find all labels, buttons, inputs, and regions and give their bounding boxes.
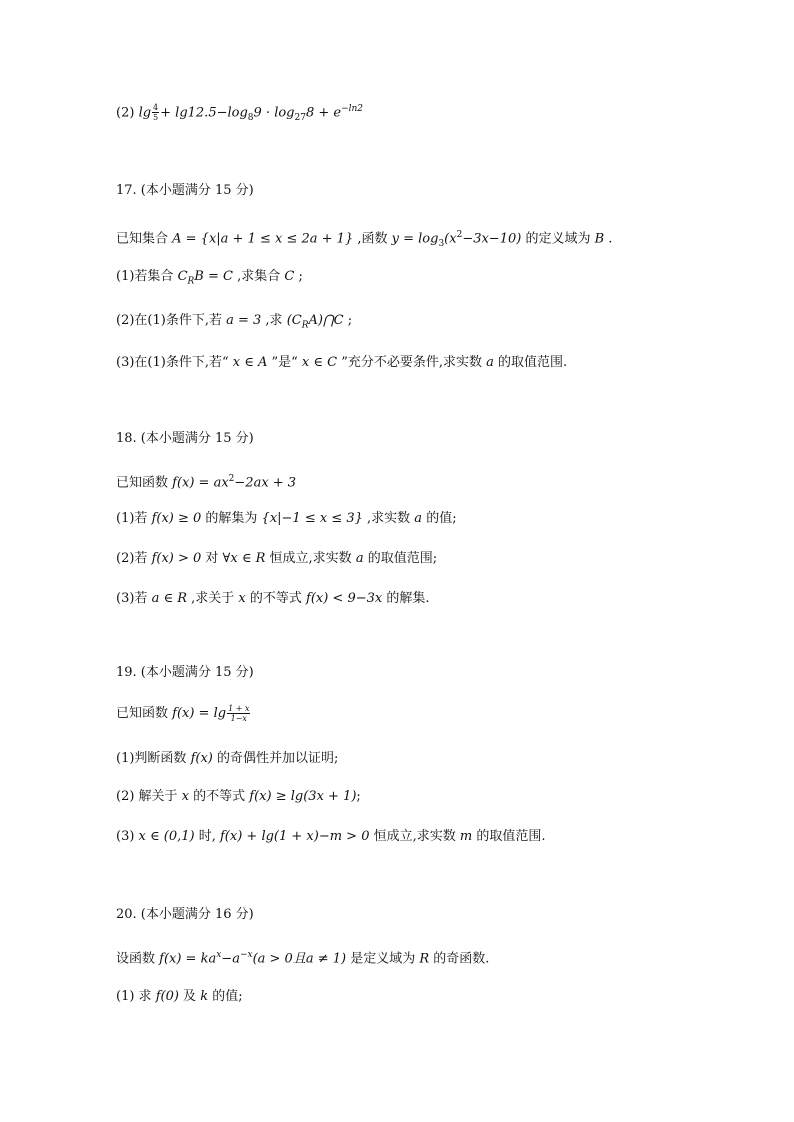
- math: x ∈ (0,1): [138, 829, 195, 844]
- text: ;: [343, 313, 353, 328]
- text: 已知函数: [116, 706, 173, 721]
- math: a ∈ R: [151, 591, 187, 606]
- text: 的不等式: [189, 789, 250, 804]
- text: ;: [294, 269, 303, 284]
- frac-num: 1 + x: [228, 704, 250, 713]
- q18-heading: 18. (本小题满分 15 分): [116, 431, 254, 446]
- math: x ∈ A: [232, 355, 268, 370]
- frac-den: 1−x: [230, 714, 247, 723]
- q19-heading: 19. (本小题满分 15 分): [116, 665, 254, 680]
- math: B: [594, 231, 605, 247]
- sup-exp: −ln2: [341, 104, 364, 114]
- text: ,求: [261, 313, 287, 328]
- q18-part1: [116, 510, 457, 528]
- text: (1)若: [116, 511, 152, 526]
- math: (a > 0且a ≠ 1): [252, 951, 347, 967]
- text: ;: [356, 789, 361, 804]
- math: a: [414, 511, 423, 526]
- math: f(x): [190, 751, 213, 766]
- math: a: [355, 551, 364, 566]
- text: 的解集.: [382, 591, 430, 606]
- sub: 3: [438, 238, 445, 249]
- math: f(x) > 0: [151, 551, 202, 566]
- sup: 2: [456, 230, 463, 240]
- frac-num: 4: [153, 103, 159, 113]
- math: f(0): [155, 989, 179, 1004]
- text: 及: [178, 989, 201, 1004]
- text: 时,: [194, 829, 220, 844]
- text: 恒成立,求实数: [265, 551, 356, 566]
- math: C: [177, 269, 188, 284]
- expr-b: + lg12.5−log: [160, 105, 248, 121]
- text: 的取值范围.: [472, 829, 546, 844]
- q17-heading: 17. (本小题满分 15 分): [116, 183, 254, 198]
- text: 的值;: [422, 511, 457, 526]
- text: 的不等式: [245, 591, 307, 606]
- text: (3)若: [116, 591, 152, 606]
- text: ,求集合: [232, 269, 285, 284]
- q19-stem: [116, 704, 251, 723]
- q20-stem: [116, 946, 489, 968]
- math: f(x) ≥ lg(3x + 1): [249, 789, 357, 804]
- text: 的解集为: [201, 511, 262, 526]
- text: 的奇偶性并加以证明;: [212, 751, 339, 766]
- q18-stem: [116, 470, 296, 492]
- sub-27: 27: [294, 112, 306, 123]
- math: f(x) = lg: [172, 706, 227, 721]
- math: (C: [286, 313, 302, 328]
- frac-den: 5: [153, 113, 159, 123]
- part-label: (2): [116, 105, 135, 121]
- text: 已知函数: [116, 475, 173, 491]
- math: y = log: [391, 231, 439, 247]
- math: −a: [221, 951, 240, 967]
- text: (2)在(1)条件下,若: [116, 313, 227, 328]
- q18-part3: [116, 590, 430, 608]
- q19-part1: [116, 750, 338, 768]
- text: (3): [116, 829, 139, 844]
- text: ”是“: [267, 355, 302, 370]
- math: −3x−10): [462, 231, 522, 247]
- text: (2) 解关于: [116, 789, 182, 804]
- math: x ∈ C: [301, 355, 338, 370]
- text: 是定义域为: [346, 951, 420, 967]
- math: A)⋂C: [308, 313, 344, 328]
- text: 对: [201, 551, 223, 566]
- math: f(x) = ax: [172, 475, 229, 491]
- math: −2ax + 3: [234, 475, 297, 491]
- math: m: [459, 829, 473, 844]
- math: f(x) + lg(1 + x)−m > 0: [220, 829, 370, 844]
- text: .: [604, 231, 613, 247]
- q20-part1: [116, 988, 243, 1006]
- text: 的取值范围.: [493, 355, 568, 370]
- q18-part2: [116, 550, 437, 568]
- sup: −x: [239, 950, 253, 960]
- sup: 2: [228, 474, 235, 484]
- text: 的奇函数.: [429, 951, 490, 967]
- q19-part3: [116, 828, 545, 846]
- math: k: [200, 989, 209, 1004]
- text: 的定义域为: [521, 231, 595, 247]
- text: 设函数: [116, 951, 160, 967]
- q17-part3: [116, 354, 567, 372]
- math: ∀x ∈ R: [222, 551, 266, 566]
- sub: R: [187, 276, 195, 287]
- math: f(x) ≥ 0: [151, 511, 202, 526]
- text: (3)在(1)条件下,若“: [116, 355, 233, 370]
- q19-part2: [116, 788, 361, 806]
- text: 的取值范围;: [363, 551, 438, 566]
- q17-part1: [116, 268, 303, 291]
- text: ,求关于: [187, 591, 239, 606]
- text: (2)若: [116, 551, 152, 566]
- text: (1) 求: [116, 989, 156, 1004]
- fraction: [227, 704, 250, 723]
- math: a: [486, 355, 494, 370]
- math: (x: [444, 231, 457, 247]
- sup: x: [216, 950, 222, 960]
- sub: R: [301, 320, 309, 331]
- text: 的值;: [208, 989, 243, 1004]
- q16-part2: [116, 100, 363, 127]
- math: {x|−1 ≤ x ≤ 3}: [261, 511, 363, 526]
- text: ”充分不必要条件,求实数: [337, 355, 487, 370]
- expr-d: 8 + e: [305, 105, 342, 121]
- math: x: [238, 591, 246, 606]
- math: A = {x|a + 1 ≤ x ≤ 2a + 1}: [172, 231, 354, 247]
- text: (1)若集合: [116, 269, 178, 284]
- math: x: [181, 789, 190, 804]
- fraction: [152, 103, 159, 122]
- text: ,求实数: [362, 511, 415, 526]
- q17-part2: [116, 312, 352, 335]
- text: 恒成立,求实数: [369, 829, 460, 844]
- math: f(x) < 9−3x: [306, 591, 383, 606]
- expr-lg: lg: [138, 105, 152, 121]
- math: a = 3: [226, 313, 262, 328]
- math: C: [284, 269, 295, 284]
- math: B = C: [194, 269, 233, 284]
- q20-heading: 20. (本小题满分 16 分): [116, 907, 254, 922]
- math: R: [419, 951, 430, 967]
- expr-c: 9 · log: [253, 105, 295, 121]
- text: (1)判断函数: [116, 751, 191, 766]
- sub-8: 8: [247, 112, 254, 123]
- text: ,函数: [353, 231, 392, 247]
- text: 已知集合: [116, 231, 173, 247]
- q17-stem: [116, 226, 612, 253]
- math: f(x) = ka: [159, 951, 217, 967]
